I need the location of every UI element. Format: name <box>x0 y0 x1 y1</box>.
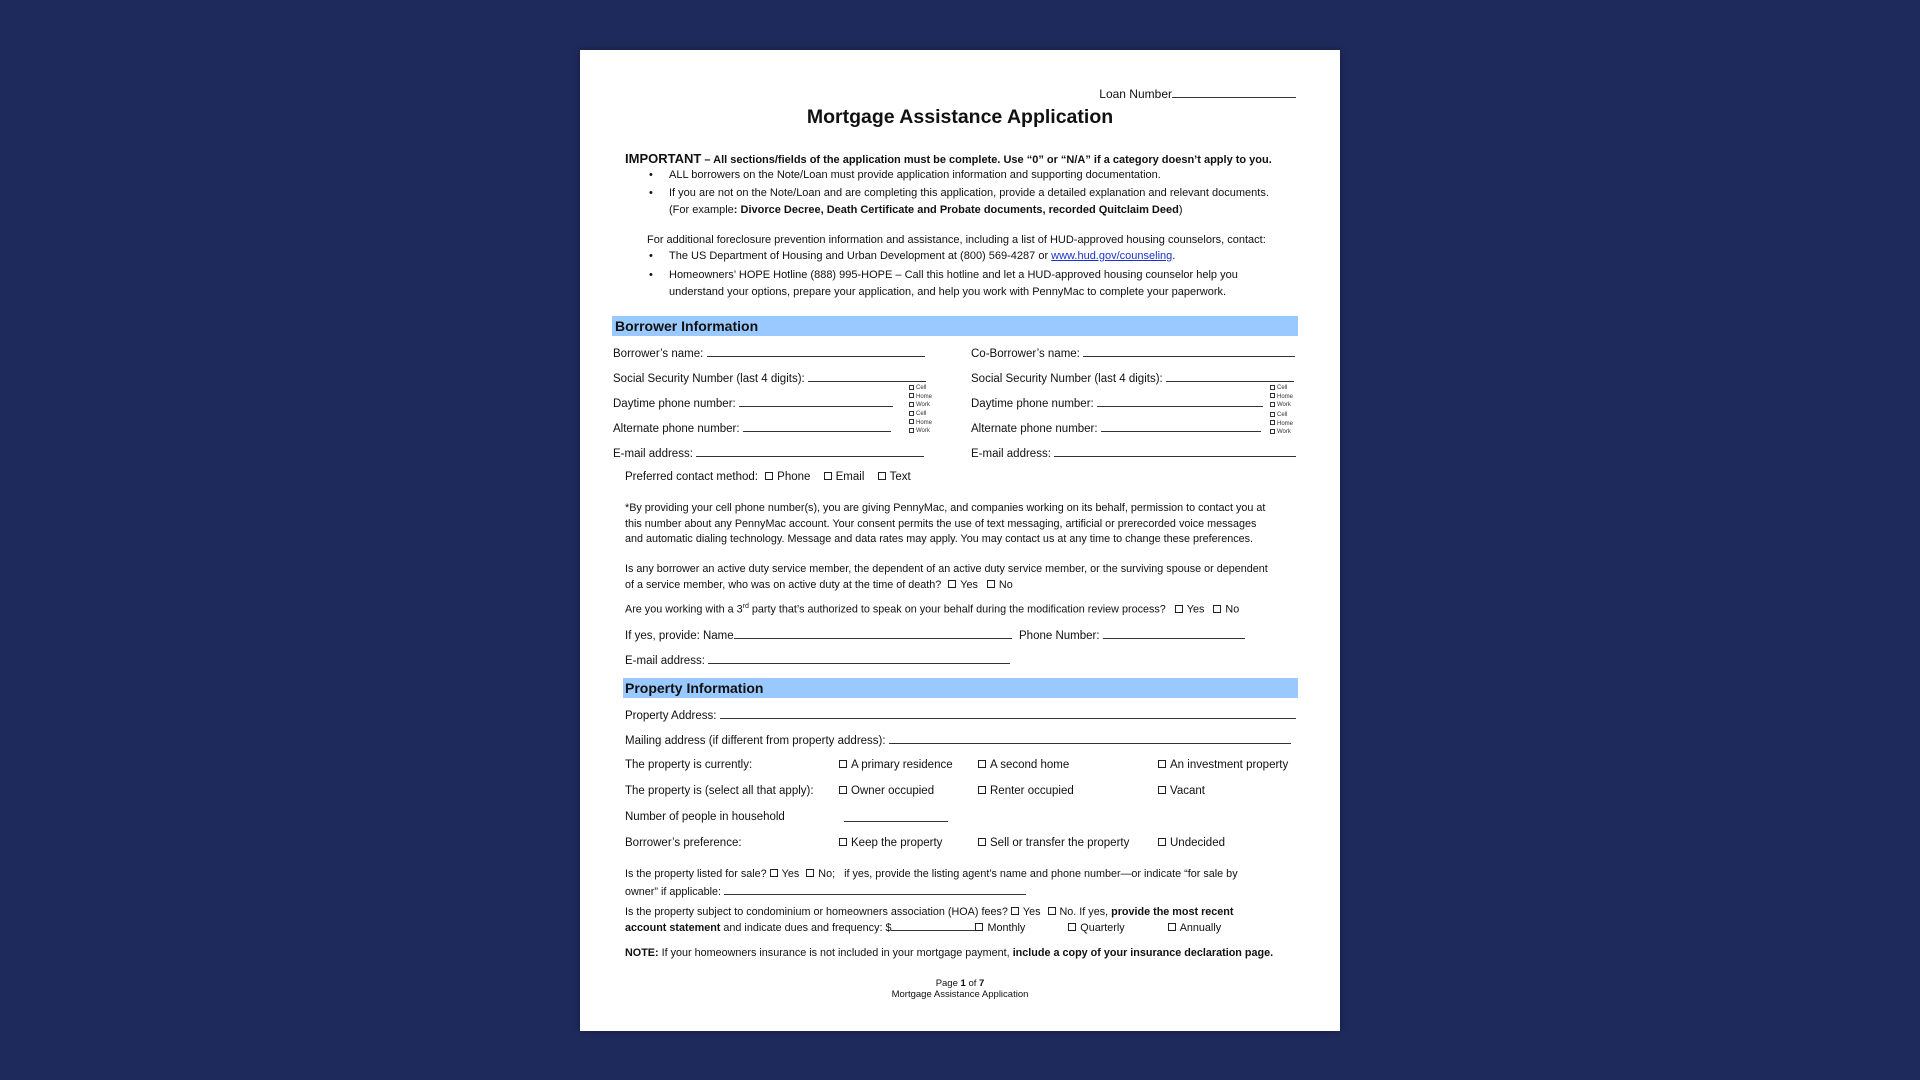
coborrower-alternate-label: Alternate phone number: <box>971 423 1098 435</box>
note-label: NOTE: <box>625 947 659 959</box>
hoa-bold-1: provide the most recent <box>1111 906 1234 918</box>
borrower-alternate-label: Alternate phone number: <box>613 423 740 435</box>
borrower-ssn-line[interactable] <box>808 371 926 382</box>
borrower-ssn-label: Social Security Number (last 4 digits): <box>613 373 805 385</box>
borrower-daytime-line[interactable] <box>739 396 893 407</box>
listed-yes[interactable]: Yes <box>781 868 800 880</box>
option-vacant[interactable] <box>1158 785 1205 797</box>
checkbox-icon[interactable] <box>1175 605 1183 613</box>
borrower-name-line[interactable] <box>707 346 925 357</box>
option-label: Sell or transfer the property <box>990 837 1130 849</box>
military-no[interactable]: No <box>998 578 1013 591</box>
coborrower-email-line[interactable] <box>1054 446 1296 457</box>
loan-number-line[interactable] <box>1172 87 1296 98</box>
checkbox-icon[interactable] <box>765 472 773 480</box>
insurance-note <box>625 947 1273 959</box>
property-address-field[interactable] <box>625 708 1296 722</box>
checkbox-icon[interactable] <box>806 869 814 877</box>
checkbox-icon[interactable] <box>909 411 914 416</box>
hoa-dues-line[interactable] <box>891 920 975 931</box>
page-pre: Page <box>935 978 961 989</box>
military-yes[interactable]: Yes <box>960 578 978 591</box>
bullet-dot-icon: • <box>649 269 653 281</box>
hoa-no[interactable]: No. If yes, <box>1059 906 1109 918</box>
borrower-daytime-label: Daytime phone number: <box>613 398 736 410</box>
loan-number-label: Loan Number <box>1099 87 1172 101</box>
checkbox-icon[interactable] <box>824 472 832 480</box>
checkbox-icon[interactable] <box>1270 429 1275 434</box>
phone-type-work[interactable] <box>1270 401 1293 410</box>
option-label: Keep the property <box>851 837 943 849</box>
page-number <box>580 978 1340 989</box>
checkbox-icon[interactable] <box>1270 402 1275 407</box>
loan-number-field[interactable] <box>1099 87 1296 101</box>
third-party-sup: rd <box>742 603 749 610</box>
hoa-pre: Is the property subject to condominium or homeowners association (HOA) fees? <box>625 906 1008 918</box>
borrower-section-header: Borrower Information <box>612 316 1298 336</box>
property-address-label: Property Address: <box>625 710 717 722</box>
military-line-2: of a service member, who was on active duty at the time of death? <box>625 578 942 591</box>
phone-type-work[interactable] <box>1270 428 1293 437</box>
option-undecided[interactable] <box>1158 837 1225 849</box>
third-party-question <box>625 603 1239 616</box>
checkbox-icon[interactable] <box>1158 786 1166 794</box>
hoa-bold-2: account statement <box>625 922 721 934</box>
borrower-ssn-field[interactable] <box>613 371 926 385</box>
checkbox-icon[interactable] <box>1213 605 1221 613</box>
consent-line-2: this number about any PennyMac account. Your consent permits the use of text messaging, artificial or prerecorded voice messages <box>625 517 1257 530</box>
phone-type-label: Cell <box>916 411 927 417</box>
third-party-name-label: If yes, provide: Name <box>625 630 734 642</box>
checkbox-icon[interactable] <box>1168 923 1176 931</box>
note-bold: include a copy of your insurance declaration page. <box>1012 947 1274 959</box>
third-party-name-field[interactable] <box>625 628 1012 642</box>
option-second-home[interactable] <box>978 759 1069 771</box>
checkbox-icon[interactable] <box>839 786 847 794</box>
hoa-mid: and indicate dues and frequency: $ <box>720 922 892 934</box>
coborrower-name-label: Co-Borrower’s name: <box>971 348 1080 360</box>
hud-end: . <box>1172 250 1176 262</box>
checkbox-icon[interactable] <box>909 419 914 424</box>
bullet-example-bold: : Divorce Decree, Death Certificate and Probate documents, recorded Quitclaim Deed <box>733 204 1179 216</box>
bullet-example-prefix: (For example <box>669 204 734 216</box>
hope-line-1: Homeowners’ HOPE Hotline (888) 995-HOPE – Call this hotline and let a HUD-approved housing counselor help you <box>669 269 1238 281</box>
borrower-email-field[interactable] <box>613 446 924 460</box>
household-label: Number of people in household <box>625 811 785 823</box>
coborrower-alternate-line[interactable] <box>1101 421 1261 432</box>
borrower-daytime-phone-type <box>909 384 932 410</box>
phone-type-label: Cell <box>1277 385 1288 391</box>
third-party-email-label: E-mail address: <box>625 655 705 667</box>
coborrower-ssn-line[interactable] <box>1166 371 1294 382</box>
hud-counseling-link[interactable]: www.hud.gov/counseling <box>1051 250 1173 262</box>
coborrower-name-line[interactable] <box>1083 346 1295 357</box>
option-renter-occupied[interactable] <box>978 785 1074 797</box>
phone-type-home[interactable] <box>1270 420 1293 429</box>
third-party-text-pre: Are you working with a 3 <box>625 603 743 616</box>
coborrower-name-field[interactable] <box>971 346 1295 360</box>
bullet-hud <box>649 248 1176 265</box>
third-party-yes[interactable]: Yes <box>1186 603 1205 616</box>
bullet-all-borrowers <box>649 167 1161 184</box>
option-label: Undecided <box>1170 837 1225 849</box>
checkbox-icon[interactable] <box>839 838 847 846</box>
consent-line-3: and automatic dialing technology. Message and data rates may apply. You may contact us at any time to change these preferences. <box>625 533 1254 545</box>
option-owner-occupied[interactable] <box>839 785 934 797</box>
listed-line-2: owner” if applicable: <box>625 886 722 898</box>
checkbox-icon[interactable] <box>1270 420 1275 425</box>
phone-type-label: Home <box>1277 393 1294 400</box>
phone-type-label: Home <box>1277 420 1294 427</box>
option-label: An investment property <box>1170 759 1289 771</box>
phone-type-cell[interactable] <box>1270 384 1293 393</box>
property-select-label: The property is (select all that apply): <box>625 785 814 797</box>
additional-info-text: For additional foreclosure prevention information and assistance, including a list of HUD-approved housing counselors, contact: <box>647 234 1266 246</box>
consent-paragraph <box>625 501 1265 548</box>
coborrower-ssn-label: Social Security Number (last 4 digits): <box>971 373 1163 385</box>
page-total: 7 <box>979 978 985 989</box>
checkbox-icon[interactable] <box>978 786 986 794</box>
freq-quarterly[interactable]: Quarterly <box>1080 922 1125 934</box>
phone-type-home[interactable] <box>909 419 932 428</box>
listed-agent-line[interactable] <box>724 884 1026 895</box>
military-line-1: Is any borrower an active duty service member, the dependent of an active duty service member, or the surviving spouse or dependent <box>625 563 1268 575</box>
coborrower-email-field[interactable] <box>971 446 1296 460</box>
checkbox-icon[interactable] <box>909 393 914 398</box>
preferred-contact-method <box>625 471 911 483</box>
checkbox-icon[interactable] <box>1068 923 1076 931</box>
property-section-header: Property Information <box>623 678 1298 698</box>
bullet-not-on-note <box>649 185 1269 219</box>
phone-type-cell[interactable] <box>1270 411 1293 420</box>
mailing-address-field[interactable] <box>625 733 1291 747</box>
hoa-yes[interactable]: Yes <box>1022 906 1041 918</box>
borrower-daytime-phone-field[interactable] <box>613 396 893 410</box>
option-label: A primary residence <box>851 759 953 771</box>
hud-text: The US Department of Housing and Urban Development at (800) 569-4287 or <box>669 250 1052 262</box>
borrower-alternate-line[interactable] <box>743 421 891 432</box>
checkbox-icon[interactable] <box>1011 907 1019 915</box>
property-currently-label: The property is currently: <box>625 759 753 771</box>
preferred-option-text[interactable]: Text <box>889 471 911 483</box>
mailing-address-line[interactable] <box>889 733 1291 744</box>
freq-monthly[interactable]: Monthly <box>987 922 1026 934</box>
phone-type-label: Work <box>916 402 930 408</box>
borrower-name-label: Borrower’s name: <box>613 348 704 360</box>
important-lead: IMPORTANT <box>625 151 702 166</box>
phone-type-label: Cell <box>916 385 927 391</box>
option-label: Vacant <box>1170 785 1205 797</box>
household-line[interactable] <box>844 811 948 822</box>
listed-no[interactable]: No; <box>818 868 836 880</box>
borrower-alternate-phone-field[interactable] <box>613 421 891 435</box>
bullet-text: If you are not on the Note/Loan and are completing this application, provide a detailed explanation and relevant documents. <box>669 187 1269 199</box>
bullet-hope-hotline <box>649 267 1238 301</box>
checkbox-icon[interactable] <box>1048 907 1056 915</box>
coborrower-email-label: E-mail address: <box>971 448 1051 460</box>
borrower-name-field[interactable] <box>613 346 925 360</box>
preference-label: Borrower’s preference: <box>625 837 742 849</box>
coborrower-daytime-line[interactable] <box>1097 396 1263 407</box>
phone-type-cell[interactable] <box>909 410 932 419</box>
third-party-phone-line[interactable] <box>1103 628 1245 639</box>
bullet-dot-icon: • <box>649 187 653 199</box>
checkbox-icon[interactable] <box>878 472 886 480</box>
third-party-text-post: party that’s authorized to speak on your behalf during the modification review process? <box>748 603 1166 616</box>
third-party-phone-field[interactable] <box>1019 628 1245 642</box>
option-label: Renter occupied <box>990 785 1074 797</box>
checkbox-icon[interactable] <box>1270 412 1275 417</box>
bullet-example-suffix: ) <box>1178 204 1183 216</box>
phone-type-label: Work <box>1277 429 1291 435</box>
checkbox-icon[interactable] <box>978 838 986 846</box>
borrower-email-label: E-mail address: <box>613 448 693 460</box>
phone-type-label: Work <box>916 428 930 434</box>
household-field[interactable] <box>844 811 948 825</box>
listed-pre: Is the property listed for sale? <box>625 868 767 880</box>
page-num: 1 <box>960 978 966 989</box>
third-party-email-line[interactable] <box>708 653 1010 664</box>
page-of: of <box>965 978 980 989</box>
mailing-address-label: Mailing address (if different from property address): <box>625 735 886 747</box>
coborrower-alternate-phone-type <box>1270 411 1293 437</box>
checkbox-icon[interactable] <box>909 385 914 390</box>
consent-line-1: *By providing your cell phone number(s), you are giving PennyMac, and companies working on its behalf, permission to contact you at <box>625 502 1266 514</box>
important-notice <box>625 151 1272 166</box>
checkbox-icon[interactable] <box>909 428 914 433</box>
preferred-option-phone[interactable]: Phone <box>777 471 811 483</box>
checkbox-icon[interactable] <box>948 580 956 588</box>
phone-type-label: Cell <box>1277 412 1288 418</box>
preferred-contact-label: Preferred contact method: <box>625 471 758 483</box>
hoa-question <box>625 905 1234 936</box>
military-question <box>625 562 1268 593</box>
third-party-no[interactable]: No <box>1225 603 1240 616</box>
option-primary-residence[interactable] <box>839 759 953 771</box>
hope-line-2: understand your options, prepare your application, and help you work with PennyMac to complete your paperwork. <box>669 286 1227 298</box>
checkbox-icon[interactable] <box>839 760 847 768</box>
listed-for-sale-question <box>625 865 1238 901</box>
phone-type-home[interactable] <box>1270 393 1293 402</box>
coborrower-daytime-label: Daytime phone number: <box>971 398 1094 410</box>
checkbox-icon[interactable] <box>1158 760 1166 768</box>
checkbox-icon[interactable] <box>1158 838 1166 846</box>
bullet-dot-icon: • <box>649 169 653 181</box>
phone-type-cell[interactable] <box>909 384 932 393</box>
option-label: A second home <box>990 759 1070 771</box>
checkbox-icon[interactable] <box>978 760 986 768</box>
footer-form-name: Mortgage Assistance Application <box>891 989 1029 1000</box>
phone-type-work[interactable] <box>909 427 932 436</box>
phone-type-label: Home <box>916 393 933 400</box>
option-investment-property[interactable] <box>1158 759 1288 771</box>
document-page <box>580 50 1340 1031</box>
checkbox-icon[interactable] <box>1270 385 1275 390</box>
option-label: Owner occupied <box>851 785 935 797</box>
coborrower-daytime-phone-field[interactable] <box>971 396 1263 410</box>
coborrower-daytime-phone-type <box>1270 384 1293 410</box>
checkbox-icon[interactable] <box>1270 393 1275 398</box>
third-party-name-line[interactable] <box>734 628 1012 639</box>
borrower-alternate-phone-type <box>909 410 932 436</box>
page-title: Mortgage Assistance Application <box>806 106 1114 128</box>
listed-post: if yes, provide the listing agent’s name and phone number—or indicate “for sale by <box>844 868 1238 880</box>
third-party-email-field[interactable] <box>625 653 1010 667</box>
option-keep-property[interactable] <box>839 837 942 849</box>
freq-annually[interactable]: Annually <box>1179 922 1222 934</box>
phone-type-home[interactable] <box>909 393 932 402</box>
note-text: If your homeowners insurance is not included in your mortgage payment, <box>658 947 1013 959</box>
checkbox-icon[interactable] <box>975 923 983 931</box>
coborrower-alternate-phone-field[interactable] <box>971 421 1261 435</box>
phone-type-label: Home <box>916 419 933 426</box>
property-address-line[interactable] <box>720 708 1296 719</box>
phone-type-label: Work <box>1277 402 1291 408</box>
bullet-dot-icon: • <box>649 250 653 262</box>
bullet-text: ALL borrowers on the Note/Loan must provide application information and supporting documentation. <box>669 169 1161 181</box>
borrower-email-line[interactable] <box>696 446 924 457</box>
coborrower-ssn-field[interactable] <box>971 371 1294 385</box>
phone-type-work[interactable] <box>909 401 932 410</box>
checkbox-icon[interactable] <box>987 580 995 588</box>
option-sell-transfer[interactable] <box>978 837 1129 849</box>
important-text: – All sections/fields of the application must be complete. Use “0” or “N/A” if a category doesn’t apply to you. <box>701 154 1272 166</box>
preferred-option-email[interactable]: Email <box>835 471 865 483</box>
checkbox-icon[interactable] <box>770 869 778 877</box>
third-party-phone-label: Phone Number: <box>1019 630 1100 642</box>
checkbox-icon[interactable] <box>909 402 914 407</box>
